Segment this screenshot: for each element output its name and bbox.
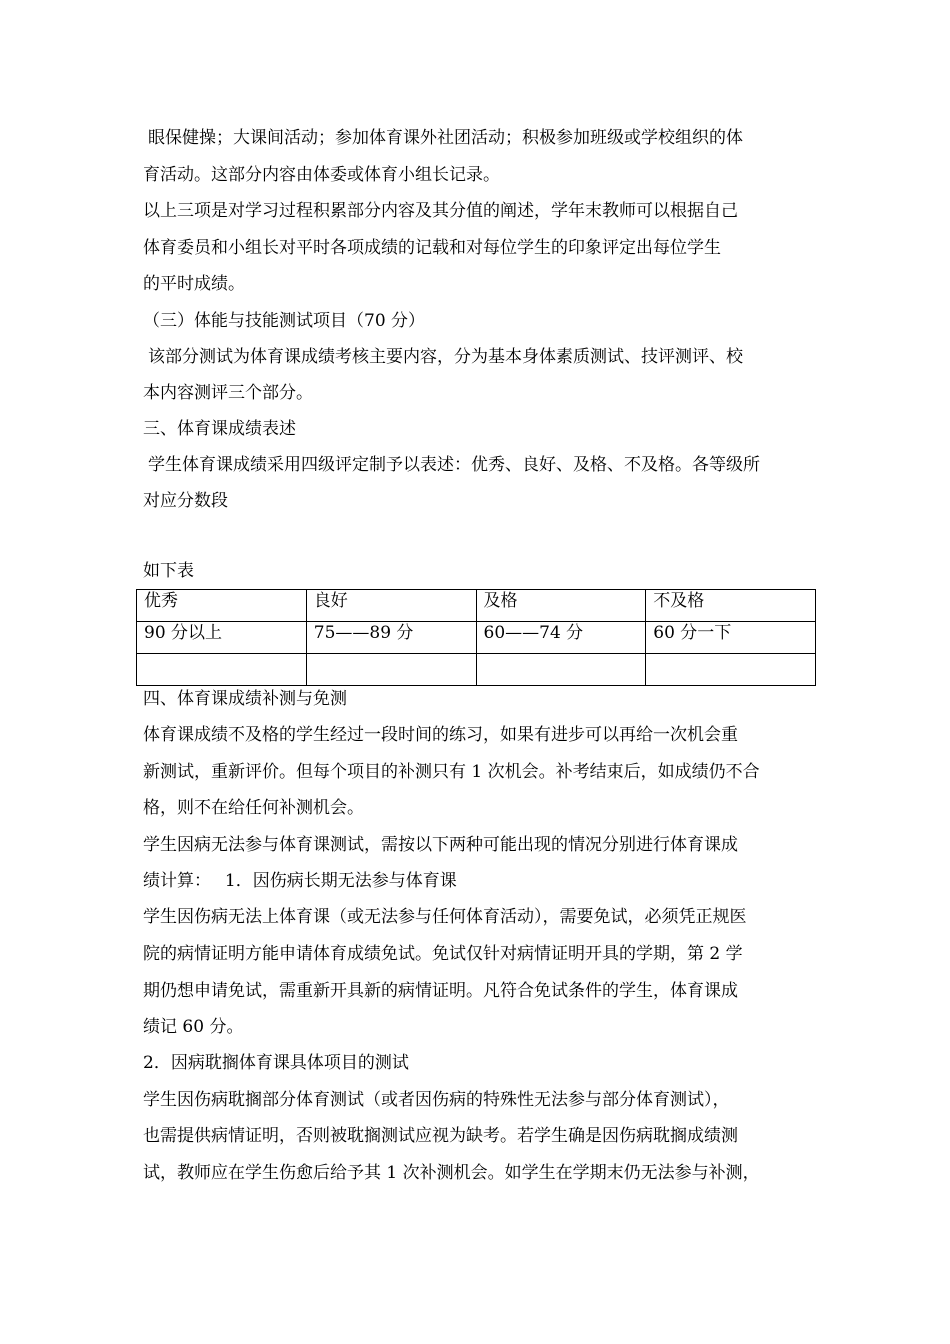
table-cell: 75——89 分 [306, 622, 476, 654]
table-cell [476, 654, 646, 686]
paragraph-line: 本内容测评三个部分。 [143, 383, 313, 403]
paragraph-line: 该部分测试为体育课成绩考核主要内容，分为基本身体素质测试、技评测评、校 [148, 347, 743, 367]
table-cell [137, 654, 307, 686]
table-row [137, 654, 816, 686]
table-cell: 60 分一下 [646, 622, 816, 654]
paragraph-line: 如下表 [143, 561, 194, 581]
paragraph-line: 也需提供病情证明，否则被耽搁测试应视为缺考。若学生确是因伤病耽搁成绩测 [143, 1126, 738, 1146]
paragraph-line: 育活动。这部分内容由体委或体育小组长记录。 [143, 165, 500, 185]
section-heading: 四、体育课成绩补测与免测 [143, 689, 347, 709]
paragraph-line: 以上三项是对学习过程积累部分内容及其分值的阐述，学年末教师可以根据自己 [143, 201, 738, 221]
table-cell [306, 654, 476, 686]
paragraph-line: 院的病情证明方能申请体育成绩免试。免试仅针对病情证明开具的学期，第 2 学 [143, 944, 743, 964]
paragraph-line: 学生因伤病耽搁部分体育测试（或者因伤病的特殊性无法参与部分体育测试）， [143, 1090, 730, 1110]
paragraph-line: 绩记 60 分。 [143, 1017, 244, 1037]
paragraph-line: 学生因病无法参与体育课测试，需按以下两种可能出现的情况分别进行体育课成 [143, 835, 738, 855]
table-header-cell: 良好 [306, 590, 476, 622]
grade-table [136, 589, 816, 686]
table-cell: 90 分以上 [137, 622, 307, 654]
section-heading: 三、体育课成绩表述 [143, 419, 296, 439]
paragraph-line: 对应分数段 [143, 491, 228, 511]
table-header-cell: 优秀 [137, 590, 307, 622]
paragraph-line: 学生体育课成绩采用四级评定制予以表述：优秀、良好、及格、不及格。各等级所 [148, 455, 760, 475]
table-cell: 60——74 分 [476, 622, 646, 654]
section-heading: （三）体能与技能测试项目（70 分） [143, 311, 426, 331]
paragraph-line: 绩计算： 1．因伤病长期无法参与体育课 [143, 871, 457, 891]
paragraph-line: 新测试，重新评价。但每个项目的补测只有 1 次机会。补考结束后，如成绩仍不合 [143, 762, 760, 782]
table-row [137, 590, 816, 622]
paragraph-line: 试，教师应在学生伤愈后给予其 1 次补测机会。如学生在学期末仍无法参与补测， [143, 1163, 760, 1183]
table-header-cell: 及格 [476, 590, 646, 622]
paragraph-line: 体育委员和小组长对平时各项成绩的记载和对每位学生的印象评定出每位学生 [143, 238, 721, 258]
table-cell [646, 654, 816, 686]
paragraph-line: 的平时成绩。 [143, 274, 245, 294]
table-row [137, 622, 816, 654]
paragraph-line: 格，则不在给任何补测机会。 [143, 798, 364, 818]
paragraph-line: 眼保健操；大课间活动；参加体育课外社团活动；积极参加班级或学校组织的体 [148, 128, 743, 148]
paragraph-line: 体育课成绩不及格的学生经过一段时间的练习，如果有进步可以再给一次机会重 [143, 725, 738, 745]
table-header-cell: 不及格 [646, 590, 816, 622]
paragraph-line: 期仍想申请免试，需重新开具新的病情证明。凡符合免试条件的学生，体育课成 [143, 981, 738, 1001]
section-heading: 2．因病耽搁体育课具体项目的测试 [143, 1053, 409, 1073]
paragraph-line: 学生因伤病无法上体育课（或无法参与任何体育活动），需要免试，必须凭正规医 [143, 907, 747, 927]
